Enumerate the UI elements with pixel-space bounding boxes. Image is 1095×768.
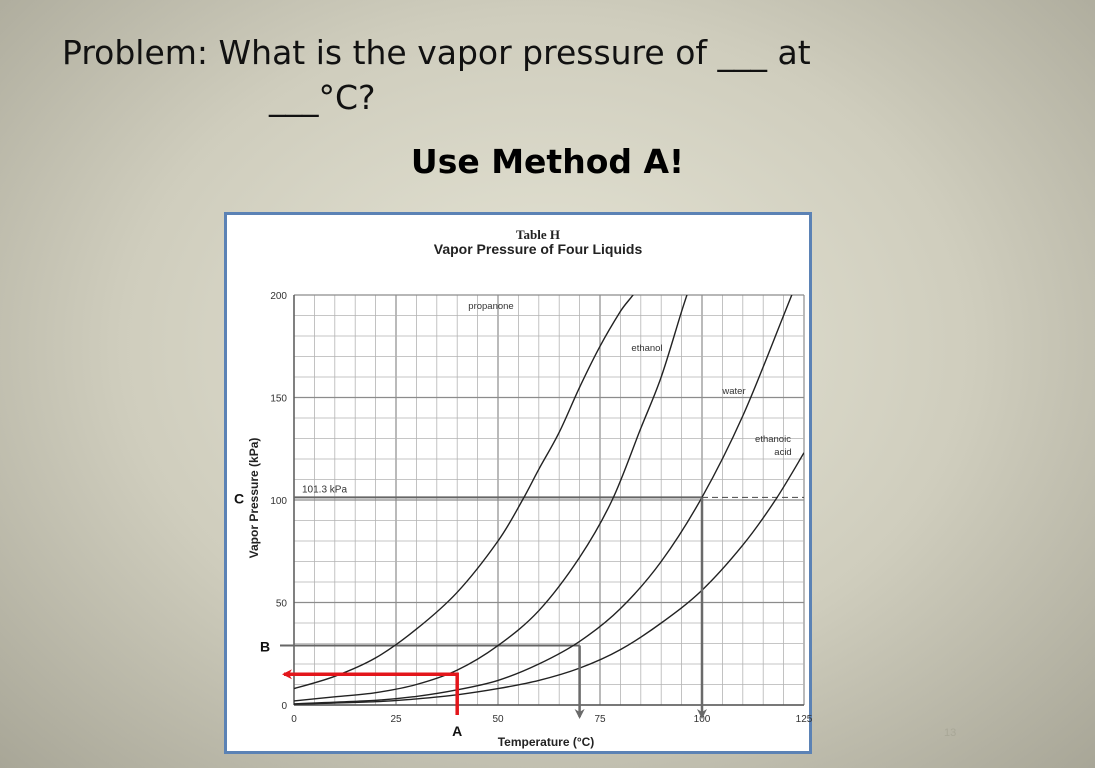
annotation-label-c: C: [234, 490, 245, 507]
series-label: water: [722, 386, 746, 397]
reference-line-label: 101.3 kPa: [302, 484, 348, 496]
chart-title: Vapor Pressure of Four Liquids: [433, 241, 643, 257]
x-axis-label: Temperature (°C): [497, 735, 595, 749]
y-tick-label: 150: [270, 393, 287, 405]
x-tick-label: 25: [390, 714, 402, 725]
series-label: propanone: [468, 301, 514, 312]
y-axis-label: Vapor Pressure (kPa): [247, 437, 261, 559]
annotation-label-b: B: [260, 638, 271, 655]
series-line-ethanol: [294, 275, 694, 701]
slide-title: [62, 30, 962, 120]
y-tick-label: 200: [270, 291, 287, 302]
table-label: Table H: [516, 227, 560, 242]
chart-frame: [224, 212, 812, 754]
x-tick-label: 50: [492, 714, 504, 725]
x-tick-label: 75: [594, 714, 606, 725]
annotation-label-a: A: [452, 723, 463, 739]
slide-number: 13: [944, 727, 957, 739]
y-tick-label: 50: [275, 598, 287, 610]
y-tick-label: 100: [270, 496, 287, 507]
x-tick-label: 0: [291, 714, 297, 725]
y-tick-label: 0: [281, 701, 287, 712]
x-tick-label: 125: [795, 714, 813, 725]
chart-plot-layer: [234, 172, 813, 739]
series-label: acid: [774, 447, 792, 458]
title-line-2: ___°C?: [269, 78, 376, 117]
series-label: ethanol: [631, 343, 663, 354]
grid-lines: [294, 295, 804, 705]
title-line-1: Problem: What is the vapor pressure of ___ at: [62, 33, 811, 72]
series-line-water: [294, 264, 804, 704]
series-line-ethanoic-acid: [294, 453, 804, 704]
x-tick-label: 100: [693, 714, 711, 725]
method-instruction: Use Method A!: [410, 142, 685, 181]
series-label: ethanoic: [755, 434, 791, 445]
vapor-pressure-chart: [227, 215, 813, 751]
